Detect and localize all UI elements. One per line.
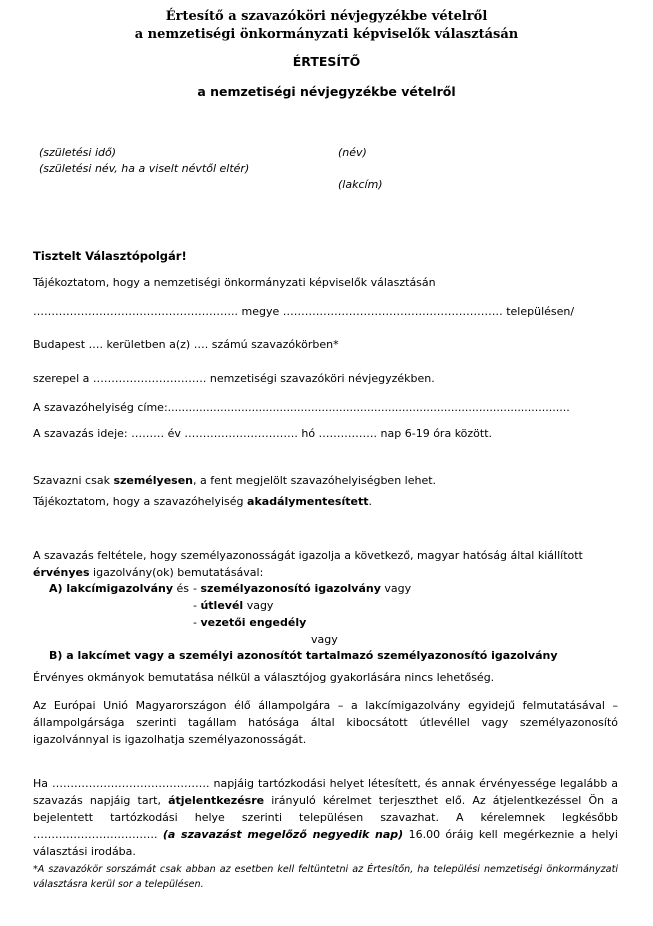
id-intro	[33, 547, 618, 581]
opt2-post: vagy	[243, 599, 274, 612]
or-label: vagy	[311, 633, 338, 646]
document-subtitle: a nemzetiségi névjegyzékbe vételről	[197, 84, 456, 99]
access-pre: Tájékoztatom, hogy a szavazóhelyiség	[33, 495, 248, 508]
opt3-bold: vezetői engedély	[200, 616, 307, 629]
valid-docs-note: Érvényes okmányok bemutatása nélkül a választójog gyakorlására nincs lehetőség.	[33, 671, 495, 684]
access-post: .	[368, 495, 372, 508]
transfer-paragraph	[33, 775, 618, 860]
opt1-bold: személyazonosító igazolvány	[200, 582, 381, 595]
transfer-p3: 16.00 óráig kell megérkeznie a helyi választási irodába.	[33, 828, 618, 858]
opt1-pre: -	[193, 582, 201, 595]
greeting: Tisztelt Választópolgár!	[33, 249, 187, 263]
option-a	[49, 582, 189, 595]
access-bold: akadálymentesített	[247, 495, 369, 508]
personal-voting-note	[33, 474, 436, 487]
id-intro-rest: igazolvány(ok) bemutatásával:	[89, 566, 264, 579]
location-label: A szavazóhelyiség címe:	[33, 401, 168, 414]
option-b: B) a lakcímet vagy a személyi azonosítót tartalmazó személyazonosító igazolvány	[49, 649, 558, 662]
personal-pre: Szavazni csak	[33, 474, 114, 487]
option-a-and: és	[173, 582, 190, 595]
opt2-bold: útlevél	[200, 599, 244, 612]
transfer-deadline: (a szavazást megelőző negyedik nap)	[162, 828, 404, 841]
info-county-line: ……………………………………………….. megye …………………………………………………… településen/	[33, 305, 575, 318]
info-register-line: szerepel a …………………………. nemzetiségi szavazóköri névjegyzékben.	[33, 372, 435, 385]
transfer-p1: Ha ……………………………………. napjáig tartózkodási helyet létesített, és annak érvényessége legalább a szavazás napjáig tart,	[33, 777, 618, 807]
opt1-post: vagy	[380, 582, 412, 595]
birth-name-label: (születési név, ha a viselt névtől eltér)	[39, 162, 250, 175]
location-line	[33, 401, 570, 414]
opt3-pre: -	[193, 616, 201, 629]
footnote: *A szavazókör sorszámát csak abban az esetben kell feltüntetni az Értesítőn, ha települési nemzetiségi önkormányzati választásra kerül sor a településen.	[33, 864, 618, 890]
opt2-pre: -	[193, 599, 201, 612]
info-intro: Tájékoztatom, hogy a nemzetiségi önkormányzati képviselők választásán	[33, 276, 436, 289]
accessibility-note	[33, 495, 372, 508]
birth-date-label: (születési idő)	[39, 146, 117, 159]
transfer-p2: irányuló kérelmet terjeszthet elő. Az átjelentkezéssel Ön a bejelentett tartózkodási helye szerinti településen szavazhat. A kérelemnek legkésőbb …………………………….	[33, 794, 618, 841]
id-option-3	[193, 616, 306, 629]
name-label: (név)	[338, 146, 367, 159]
id-option-2	[193, 599, 273, 612]
option-a-label: A) lakcímigazolvány	[49, 582, 174, 595]
transfer-bold: átjelentkezésre	[168, 794, 265, 807]
address-label: (lakcím)	[338, 178, 383, 191]
info-budapest-line: Budapest …. kerületben a(z) …. számú szavazókörben*	[33, 338, 339, 351]
document-title: ÉRTESÍTŐ	[292, 54, 361, 69]
location-dots: ...................................................................................................................	[167, 401, 570, 414]
id-intro-line: A szavazás feltétele, hogy személyazonosságát igazolja a következő, magyar hatóság által kiállított	[33, 549, 583, 562]
header-line-1: Értesítő a szavazóköri névjegyzékbe vételről	[165, 9, 488, 24]
date-line: A szavazás ideje: ……… év …………………………. hó ……………. nap 6-19 óra között.	[33, 427, 493, 440]
id-option-1	[193, 582, 411, 595]
personal-post: , a fent megjelölt szavazóhelyiségben lehet.	[193, 474, 437, 487]
eu-citizen-note: Az Európai Unió Magyarországon élő állampolgára – a lakcímigazolvány egyidejű felmutatásával – állampolgársága szerinti tagállam hatósága által kibocsátott útlevéllel vagy személyazonosító igazolvánnyal is igazolhatja személyazonosságát.	[33, 699, 618, 746]
header-line-2: a nemzetiségi önkormányzati képviselők választásán	[134, 27, 519, 42]
personal-bold: személyesen	[113, 474, 194, 487]
id-intro-bold: érvényes	[33, 566, 90, 579]
